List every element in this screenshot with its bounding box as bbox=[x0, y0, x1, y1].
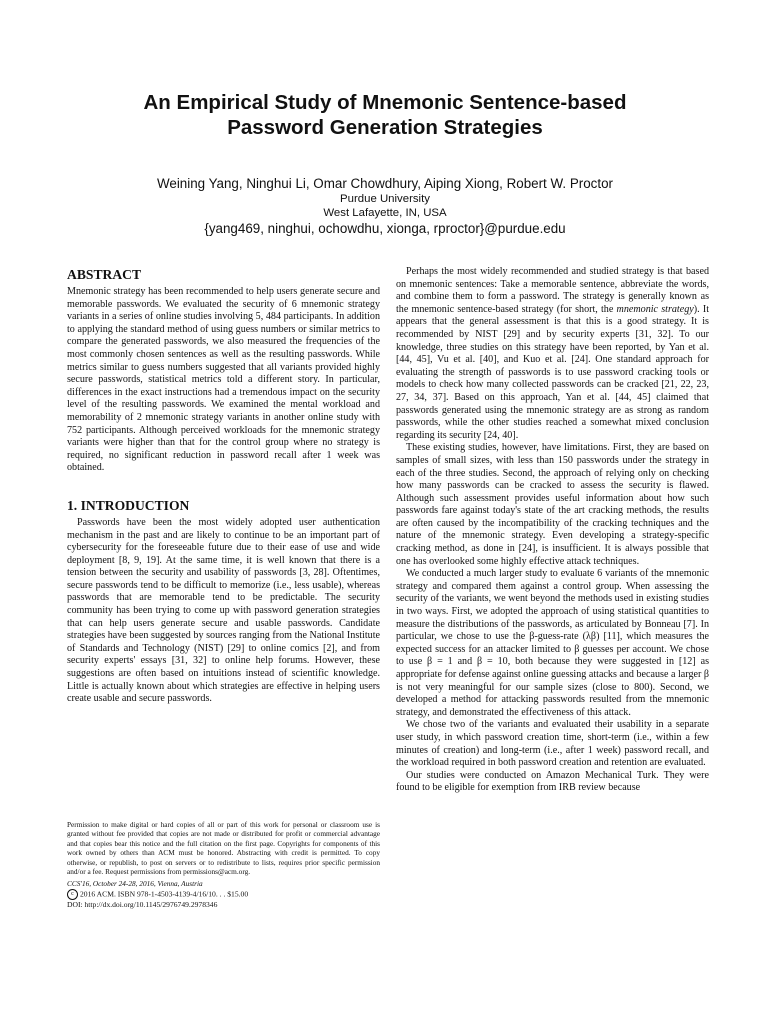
right-column bbox=[396, 266, 709, 795]
title-line-2: Password Generation Strategies bbox=[227, 116, 543, 139]
introduction-heading: 1. INTRODUCTION bbox=[67, 497, 190, 513]
copyright-text: 2016 ACM. ISBN 978-1-4503-4139-4/16/10. . . $15.00 bbox=[80, 889, 249, 899]
permission-footnote bbox=[67, 820, 380, 909]
right-paragraph-3: We conducted a much larger study to evaluate 6 variants of the mnemonic strategy and compared them against a control group. When assessing the security of the variants, we went beyond the methods used in existing studies in two ways. First, we adopted the approach of using statistical quantities to measure the distributions of the passwords, as articulated by Bonneau [7]. In particular, we chose to use the β-guess-rate (λβ) [11], which measures the expected success for an attacker limited to β guesses per account. We chose to use β = 1 and β = 10, both because they were suggested in [12] as appropriate for defense against online guessing attacks and because a larger β is not very meaningful for our sample sizes (close to 800). Second, we developed a method for attacking passwords resulted from the mnemonic strategy, and demonstrated the effectiveness of this attack. bbox=[396, 568, 709, 718]
conference-info: CCS'16, October 24-28, 2016, Vienna, Austria bbox=[67, 879, 203, 889]
copyright-line bbox=[67, 889, 380, 900]
author-names: Weining Yang, Ninghui Li, Omar Chowdhury, Aiping Xiong, Robert W. Proctor bbox=[156, 176, 613, 191]
title-line-1: An Empirical Study of Mnemonic Sentence-based bbox=[143, 91, 627, 114]
author-block bbox=[60, 175, 710, 237]
doi-link[interactable]: DOI: http://dx.doi.org/10.1145/2976749.2978346 bbox=[67, 899, 218, 909]
mnemonic-strategy-term: mnemonic strategy bbox=[616, 303, 694, 315]
paper-title bbox=[60, 90, 710, 140]
location: West Lafayette, IN, USA bbox=[323, 207, 447, 219]
abstract-text: Mnemonic strategy has been recommended to help users generate secure and memorable passwords. We evaluated the security of 6 mnemonic strategy variants in a series of online studies involving 5, 484 participants. In addition to applying the standard method of using guess numbers or similar metrics to compare the generated passwords, we also measured the frequencies of the most commonly chosen sentences as well as the resulting passwords. While metrics similar to guess numbers suggested that all variants provided highly secure passwords, statistical metrics told a different story. In particular, differences in the exact instructions had a tremendous impact on the security level of the resulting passwords. We examined the mental workload and memorability of 2 mnemonic strategy variants in another online study with 752 participants. Although perceived workloads for the mnemonic strategy variants were higher than that for the control group where no strategy is required, no significant reduction in password recall after 1 week was obtained. bbox=[67, 286, 380, 474]
intro-paragraph-1: Passwords have been the most widely adopted user authentication mechanism in the past and are likely to continue to be an important part of cybersecurity for the foreseeable future due to their ease of use and wide deployment [8, 9, 19]. At the same time, it is well known that there is a tension between the security and usability of passwords [3, 28]. Oftentimes, secure passwords tend to be difficult to memorize (i.e., less usable), whereas passwords that are memorable tend to be predictable. The security community has been trying to come up with password generation strategies that can help users generate secure and usable passwords. Candidate strategies have been suggested by sources ranging from the National Institute of Standards and Technology (NIST) [29] to online comics [2], and from security experts' essays [31, 32] to online help forums. However, these suggestions are often based on intuitions instead of scientific knowledge. Little is actually known about which strategies are effective in helping users create usable and secure passwords. bbox=[67, 516, 380, 705]
right-paragraph-4: We chose two of the variants and evaluated their usability in a separate user study, in which password creation time, short-term (i.e., within a few minutes of creation) and long-term (i.e., after 1 week) password recall, and the workload required in both password creation and retention are evaluated. bbox=[396, 719, 709, 769]
left-column bbox=[67, 266, 380, 706]
right-paragraph-2: These existing studies, however, have limitations. First, they are based on samples of small sizes, with less than 150 passwords under the strategy in each of the three studies. Second, the approach of relying only on checking how many passwords can be cracked to assess the security is flawed. Although such assessment provides useful information about how such passwords fare against today's state of the art cracking methods, the results are often caused by the incompatibility of the cracking techniques and the nature of the mnemonic strategy. Even developing a strategy-specific cracking method, as done in [24], is insufficient. It is always possible that one has overlooked some highly effective attack techniques. bbox=[396, 442, 709, 567]
right-paragraph-1 bbox=[396, 266, 709, 442]
author-emails: {yang469, ninghui, ochowdhu, xionga, rproctor}@purdue.edu bbox=[204, 221, 566, 236]
right-p1-part-b: ). It appears that the general assessment is that this is a good strategy. It is recommended by NIST [29] and by security experts [31, 32]. To our knowledge, three studies on this strategy have been reported, by Yan et al. [44, 45], Vu et al. [40], and Kuo et al. [24]. One standard approach for evaluating the strength of passwords is to use password cracking tools or models to check how many collected passwords can be cracked [21, 22, 23, 27, 34, 37]. Based on this approach, Yan et al. [44, 45] claimed that passwords generated using the mnemonic strategy are as strong as random passwords, while the other studies reached a somewhat mixed conclusion regarding its security [24, 40]. bbox=[396, 303, 709, 441]
copyright-icon: c bbox=[67, 889, 78, 900]
affiliation: Purdue University bbox=[340, 193, 430, 205]
permission-text: Permission to make digital or hard copies of all or part of this work for personal or classroom use is granted without fee provided that copies are not made or distributed for profit or commercial advantage and that copies bear this notice and the full citation on the first page. Copyrights for components of this work owned by others than ACM must be honored. Abstracting with credit is permitted. To copy otherwise, or republish, to post on servers or to redistribute to lists, requires prior specific permission and/or a fee. Request permissions from permissions@acm.org. bbox=[67, 820, 380, 877]
right-p1-part-a: Perhaps the most widely recommended and studied strategy is that based on mnemonic sentences: Take a memorable sentence, abbreviate the words, and combine them to form a password. The strategy is generally known as the mnemonic sentence-based strategy (for short, the bbox=[396, 266, 709, 315]
abstract-heading: ABSTRACT bbox=[67, 267, 142, 282]
right-paragraph-5: Our studies were conducted on Amazon Mechanical Turk. They were found to be eligible for exemption from IRB review because bbox=[396, 769, 709, 794]
